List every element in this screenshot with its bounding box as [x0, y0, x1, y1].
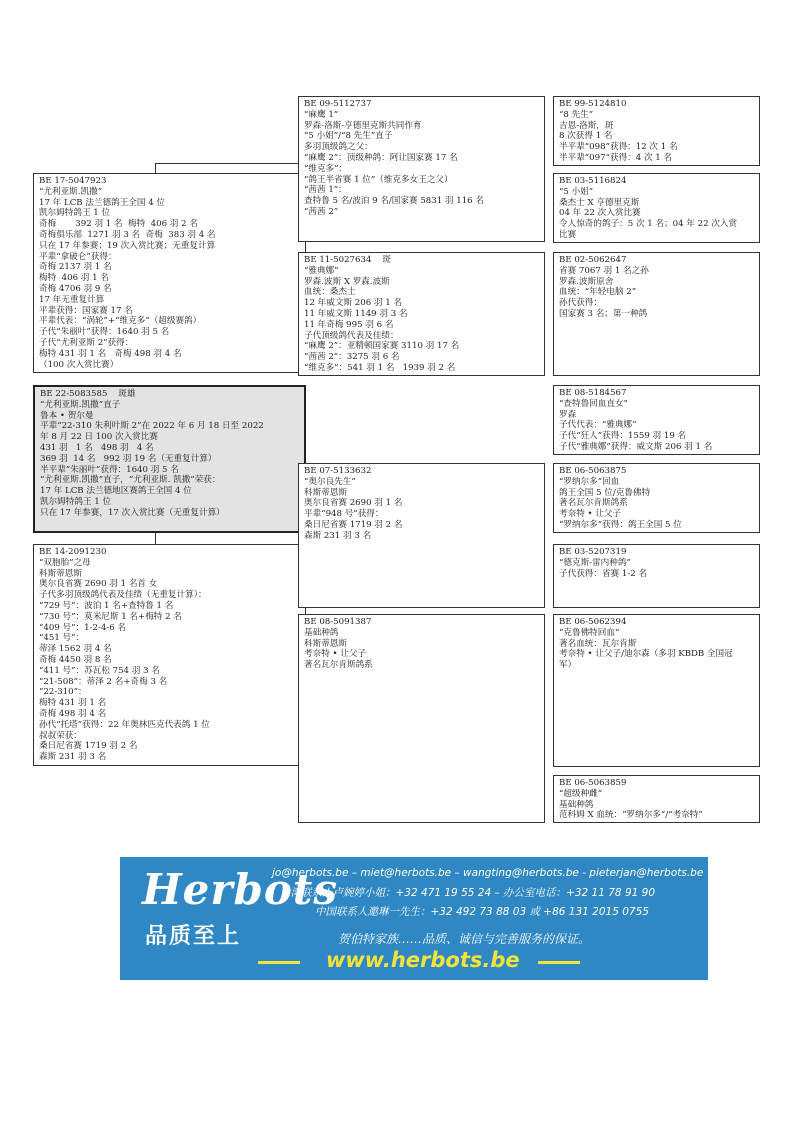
connector [155, 163, 298, 164]
pedigree-text-line: 369 羽 14 名 992 羽 19 名（无重复计算） [40, 453, 217, 464]
pedigree-text-line: “5 小姐”/“8 先生”直子 [304, 131, 393, 142]
ring-number: BE 07-5133632 [304, 466, 372, 476]
pedigree-text-line: 11 年奇梅 995 羽 6 名 [304, 319, 394, 330]
pedigree-text-line: 奇梅 4706 羽 9 名 [39, 283, 112, 294]
pedigree-text-line: 奇梅 498 羽 4 名 [39, 708, 107, 719]
pedigree-text-line: 平辈“拿破仑”获得： [39, 251, 117, 262]
pedigree-text-line: “730 号”：莫米尼斯 1 名+梅特 2 名 [39, 611, 182, 622]
pedigree-text-line: 04 年 22 次入赏比赛 [559, 208, 641, 219]
pedigree-text-line: 军） [559, 660, 577, 671]
pedigree-text-line: “茜茜 2”：3275 羽 6 名 [304, 352, 400, 363]
pedigree-text-line: “鸽王半省赛 1 位”（维克多女王之父） [304, 174, 453, 185]
pedigree-text-line: “克鲁佛特回血” [559, 627, 620, 638]
pedigree-text-line: 8 次获得 1 名 [559, 131, 613, 142]
pedigree-text-line: 梅特 406 羽 1 名 [39, 273, 109, 284]
pedigree-text-line: 桑日尼省赛 1719 羽 2 名 [39, 741, 138, 752]
pedigree-text-line: 森斯 231 羽 3 名 [304, 530, 372, 541]
website-link[interactable]: www.herbots.be [326, 948, 520, 972]
pedigree-text-line: “5 小姐” [559, 186, 594, 197]
pedigree-text-line: 12 年威文斯 206 羽 1 名 [304, 298, 403, 309]
pedigree-text-line: 奇梅 2137 羽 1 名 [39, 262, 112, 273]
pedigree-text-line: 子代“尤利亚斯 2”获得： [39, 337, 134, 348]
pedigree-text-line: 血统：桑杰士 [304, 287, 356, 298]
pedigree-text-line: “雅典娜” [304, 265, 339, 276]
pedigree-text-line: 17 年 LCB 法兰德鸽王全国 4 位 [39, 197, 166, 208]
pedigree-text-line: 森斯 231 羽 3 名 [39, 752, 107, 763]
pedigree-text-line: 梅特 431 羽 1 名 [39, 698, 107, 709]
ring-number: BE 22-5083585 斑雄 [40, 389, 136, 399]
pedigree-box-gd1 [298, 252, 545, 376]
pedigree-text-line: 血统：“年轻电脑 2” [559, 287, 637, 298]
pedigree-text-line: 鸽王全国 5 位/克鲁佛特 [559, 487, 651, 498]
pedigree-text-line: 子代“雅典娜”获得：威文斯 206 羽 1 名 [559, 441, 713, 452]
pedigree-text-line: 桑杰士 X 亨德里克斯 [559, 197, 640, 208]
pedigree-text-line: 科斯蒂恩斯 [304, 638, 347, 649]
pedigree-text-line: 只在 17 年参赛；19 次入赏比赛；无重复计算 [39, 240, 216, 251]
pedigree-text-line: 年 8 月 22 日 100 次入赏比赛 [40, 432, 158, 443]
pedigree-text-line: “尤利亚斯.凯撒” [39, 186, 103, 197]
pedigree-text-line: 奇梅俱乐部 1271 羽 3 名 奇梅 383 羽 4 名 [39, 229, 216, 240]
pedigree-text-line: “麻鹰 2”：亚精顿国家赛 3110 羽 17 名 [304, 341, 460, 352]
pedigree-text-line: （100 次入赏比赛） [39, 359, 119, 370]
pedigree-text-line: 奇梅 392 羽 1 名 梅特 406 羽 2 名 [39, 219, 198, 230]
pedigree-text-line: 科斯蒂恩斯 [304, 487, 347, 498]
pedigree-text-line: “21-508”：蒂泽 2 名+奇梅 3 名 [39, 676, 168, 687]
pedigree-text-line: 基础种鸽 [559, 799, 594, 810]
pedigree-text-line: “451 号”： [39, 633, 85, 644]
pedigree-text-line: “茜茜 2” [304, 206, 339, 217]
pedigree-text-line: 考奈特 • 让父子 [559, 509, 622, 520]
pedigree-text-line: “维克多”： [304, 163, 348, 174]
quality-line: 贺伯特家族……品质、诚信与完善服务的保证。 [338, 932, 591, 946]
connector [155, 163, 156, 173]
china-contact: 中国联系人邀琳一先生：+32 492 73 88 03 或 +86 131 2015 0755 [315, 906, 649, 918]
pedigree-text-line: 子代代表：“雅典娜” [559, 420, 637, 431]
pedigree-text-line: “奥尔良先生” [304, 476, 356, 487]
pedigree-text-line: “罗纳尔多”获得：鸽王全国 5 位 [559, 519, 682, 530]
ring-number: BE 99-5124810 [559, 99, 627, 109]
pedigree-text-line: 查特鲁 5 名/波泊 9 名/国家赛 5831 羽 116 名 [304, 196, 484, 207]
pedigree-text-line: “查特鲁回血直女” [559, 398, 628, 409]
taiwan-contact: 台湾联系人卢婉婷小姐：+32 471 19 55 24 – 办公室电话：+32 11 78 91 90 [280, 887, 656, 899]
banner-slogan: 品质至上 [145, 924, 242, 949]
pedigree-box-sire [33, 173, 306, 373]
pedigree-box-gs2 [298, 463, 545, 608]
ring-number: BE 08-5091387 [304, 617, 372, 627]
herbots-logo: Herbots [142, 865, 338, 914]
pedigree-text-line: 罗森 [559, 409, 577, 420]
pedigree-box-ggd2 [553, 385, 760, 455]
ring-number: BE 08-5184567 [559, 388, 627, 398]
ring-number: BE 09-5112737 [304, 99, 372, 109]
pedigree-text-line: 科斯蒂恩斯 [39, 568, 82, 579]
herbots-banner [120, 857, 708, 980]
pedigree-text-line: 凯尔姆特鸽王 1 位 [39, 208, 111, 219]
pedigree-text-line: “麻鹰 1” [304, 109, 339, 120]
pedigree-text-line: “729 号”：波泊 1 名+查特鲁 1 名 [39, 600, 174, 611]
pedigree-text-line: 叔叔荣获： [39, 730, 82, 741]
pedigree-box-subject [33, 385, 306, 533]
ring-number: BE 06-5063859 [559, 778, 627, 788]
pedigree-box-ggd1 [553, 173, 760, 243]
pedigree-text-line: 考奈特 • 让父子 [304, 649, 367, 660]
ring-number: BE 03-5207319 [559, 547, 627, 557]
pedigree-text-line: 11 年威文斯 1149 羽 3 名 [304, 308, 408, 319]
pedigree-text-line: 著名瓦尔肯斯鸽系 [304, 660, 373, 671]
pedigree-text-line: 半平辈“098”获得：12 次 1 名 [559, 142, 678, 153]
pedigree-text-line: 罗森.波斯 X 罗森.波斯 [304, 276, 390, 287]
ring-number: BE 06-5063875 [559, 466, 627, 476]
pedigree-text-line: “双胞胎”之母 [39, 557, 91, 568]
pedigree-text-line: 子代“朱丽叶”获得：1640 羽 5 名 [39, 327, 170, 338]
pedigree-text-line: 子代获得：省赛 1-2 名 [559, 568, 648, 579]
pedigree-box-ggd4 [553, 775, 760, 823]
pedigree-text-line: “维克多”：541 羽 1 名 1939 羽 2 名 [304, 362, 456, 373]
pedigree-text-line: 半平辈“朱丽叶”获得：1640 羽 5 名 [40, 464, 179, 475]
pedigree-text-line: 范科姆 X 血统：“罗纳尔多”/“考奈特” [559, 810, 703, 821]
ring-number: BE 11-5027634 斑 [304, 255, 391, 265]
pedigree-text-line: 梅特 431 羽 1 名 奇梅 498 羽 4 名 [39, 348, 182, 359]
pedigree-text-line: 多羽顶级鸽之父： [304, 142, 373, 153]
ring-number: BE 03-5116824 [559, 176, 627, 186]
pedigree-text-line: 平辈“948 号”获得： [304, 509, 384, 520]
pedigree-text-line: “罗纳尔多”回血 [559, 476, 620, 487]
decor-line-left [258, 961, 300, 964]
pedigree-text-line: 凯尔姆特鸽王 1 位 [40, 496, 112, 507]
pedigree-text-line: 鲁本 • 贺尔曼 [40, 410, 94, 421]
pedigree-text-line: 子代顶级鸽代表及佳绩： [304, 330, 399, 341]
pedigree-text-line: 著名血统：瓦尔肯斯 [559, 638, 637, 649]
pedigree-text-line: 考奈特 • 让父子/迪尔森（多羽 KBDB 全国冠 [559, 649, 733, 660]
pedigree-text-line: 平辈代表：“涡轮”+“维克多”（超级赛鸽） [39, 316, 202, 327]
pedigree-text-line: 平辈获得：国家赛 17 名 [39, 305, 133, 316]
pedigree-box-ggs2 [553, 252, 760, 376]
pedigree-text-line: 17 年无重复计算 [39, 294, 105, 305]
pedigree-text-line: 罗森.波斯原舍 [559, 276, 614, 287]
pedigree-text-line: 孙代获得： [559, 298, 602, 309]
ring-number: BE 06-5062394 [559, 617, 627, 627]
pedigree-text-line: “8 先生” [559, 109, 594, 120]
pedigree-text-line: “茜茜 1”： [304, 185, 347, 196]
pedigree-text-line: 令人惊奇的鸽子：5 次 1 名；04 年 22 次入赏 [559, 219, 738, 230]
pedigree-box-dam [33, 544, 306, 766]
pedigree-text-line: “尤利亚斯.凯撒”直子，“尤利亚斯. 凯撒”荣获： [40, 475, 221, 486]
pedigree-box-gs1 [298, 96, 545, 242]
pedigree-text-line: 吉恩-洛斯，斑 [559, 120, 614, 131]
pedigree-text-line: 子代“狂人”获得：1559 羽 19 名 [559, 431, 687, 442]
pedigree-box-ggs1 [553, 96, 760, 166]
pedigree-text-line: “麻鹰 2”：顶级种鸽：阿让国家赛 17 名 [304, 152, 458, 163]
pedigree-box-ggd3 [553, 544, 760, 608]
pedigree-text-line: “411 号”：苏瓦松 754 羽 3 名 [39, 665, 160, 676]
pedigree-box-gd2 [298, 614, 545, 823]
pedigree-text-line: 孙代“托塔”获得：22 年奥林匹克代表鸽 1 位 [39, 719, 210, 730]
pedigree-text-line: 桑日尼省赛 1719 羽 2 名 [304, 519, 403, 530]
pedigree-text-line: 比赛 [559, 229, 577, 240]
pedigree-text-line: 基础种鸽 [304, 627, 339, 638]
contact-emails[interactable]: jo@herbots.be – miet@herbots.be – wangting@herbots.be - pieterjan@herbots.be [272, 867, 704, 879]
pedigree-text-line: “尤利亚斯.凯撒”直子 [40, 399, 121, 410]
ring-number: BE 02-5062647 [559, 255, 627, 265]
pedigree-box-ggs3 [553, 463, 760, 533]
pedigree-text-line: 省赛 7067 羽 1 名之孙 [559, 265, 649, 276]
pedigree-text-line: 17 年 LCB 法兰德地区赛鸽王全国 4 位 [40, 486, 192, 497]
pedigree-text-line: 奇梅 4450 羽 8 名 [39, 654, 112, 665]
pedigree-text-line: 著名瓦尔肯斯鸽系 [559, 498, 628, 509]
pedigree-box-ggs4 [553, 614, 760, 767]
pedigree-text-line: 奥尔良省赛 2690 羽 1 名 [304, 498, 403, 509]
pedigree-text-line: 子代多羽顶级鸽代表及佳绩（无重复计算）： [39, 590, 207, 601]
connector [155, 533, 156, 544]
pedigree-text-line: 罗森-洛斯-亨德里克斯共同作育 [304, 120, 422, 131]
pedigree-text-line: 平辈“22-310 朱利叶斯 2”在 2022 年 6 月 18 日至 2022 [40, 421, 264, 432]
decor-line-right [538, 961, 580, 964]
pedigree-text-line: 只在 17 年参赛，17 次入赏比赛（无重复计算） [40, 507, 225, 518]
ring-number: BE 14-2091230 [39, 547, 107, 557]
ring-number: BE 17-5047923 [39, 176, 107, 186]
pedigree-text-line: “德克斯-雷内种鸽” [559, 557, 631, 568]
pedigree-text-line: 蒂泽 1562 羽 4 名 [39, 644, 112, 655]
pedigree-text-line: “超级种雌” [559, 788, 603, 799]
pedigree-text-line: “22-310”： [39, 687, 87, 698]
pedigree-text-line: 431 羽 1 名 498 羽 4 名 [40, 442, 154, 453]
pedigree-text-line: 奥尔良省赛 2690 羽 1 名首 女 [39, 579, 158, 590]
pedigree-text-line: 国家赛 3 名；第一种鸽 [559, 308, 648, 319]
pedigree-text-line: “409 号”：1-2-4-6 名 [39, 622, 127, 633]
pedigree-text-line: 半平辈“097”获得：4 次 1 名 [559, 152, 673, 163]
